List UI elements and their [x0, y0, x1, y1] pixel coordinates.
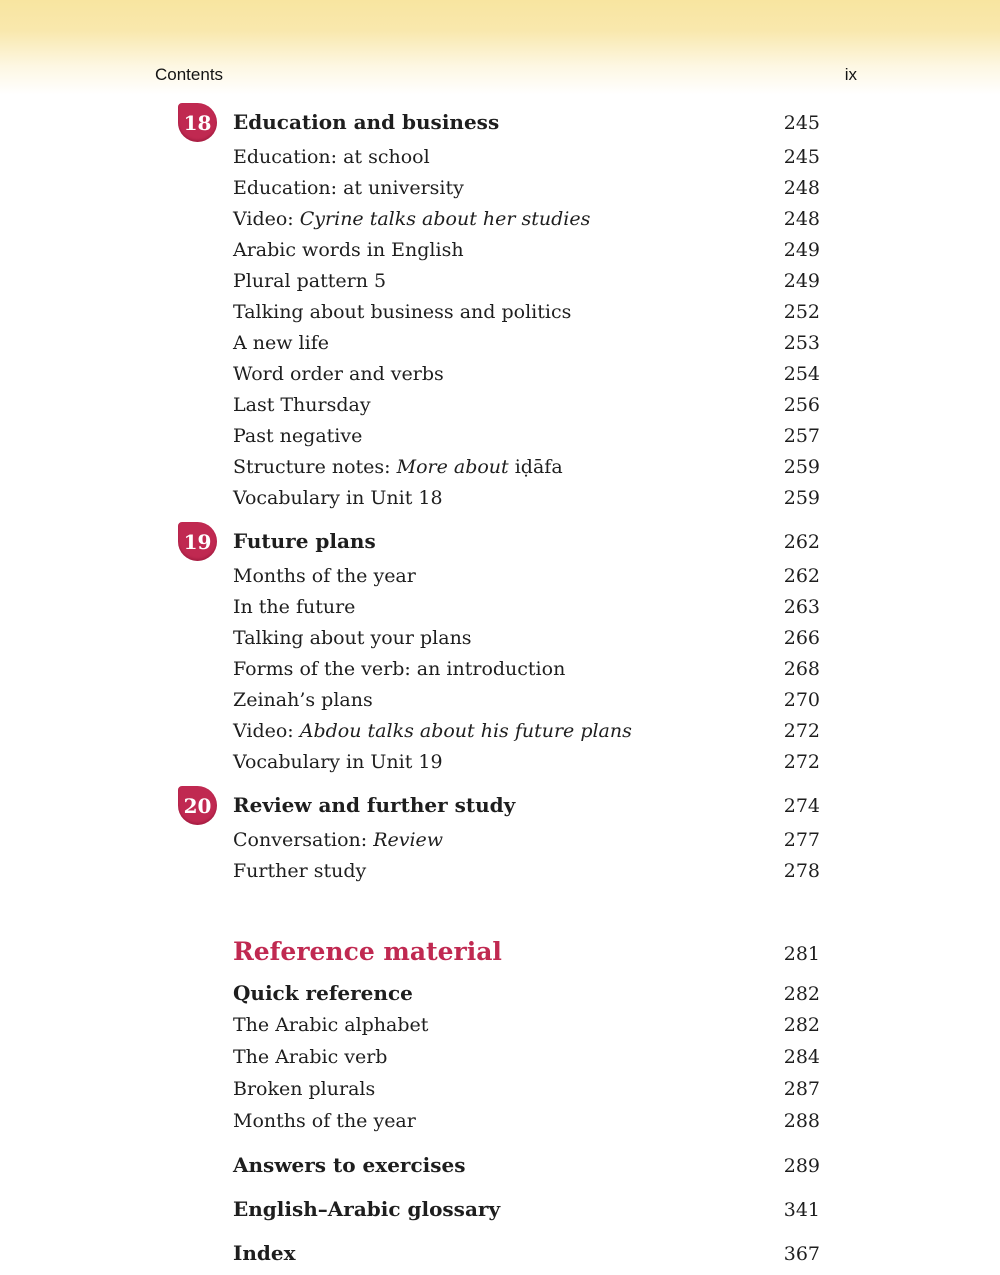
toc-page-number: 262 — [783, 565, 820, 587]
unit-number-badge: 20 — [178, 786, 217, 825]
toc-page-number: 256 — [783, 394, 820, 416]
toc-page-number: 249 — [783, 270, 820, 292]
toc-page-number: 287 — [783, 1078, 820, 1100]
toc-row — [178, 561, 820, 592]
toc-row — [178, 1149, 820, 1181]
toc-row — [178, 390, 820, 421]
toc-entry-label: Education: at school — [233, 146, 430, 168]
page-number-roman: ix — [844, 65, 857, 84]
toc-page-number: 284 — [783, 1046, 820, 1068]
toc-row — [178, 1193, 820, 1225]
toc-entry-label: Structure notes: More about iḍāfa — [233, 456, 563, 478]
toc-page-number: 281 — [783, 943, 820, 965]
toc-entry-label: Word order and verbs — [233, 363, 444, 385]
running-header-title: Contents — [155, 65, 224, 84]
toc-section-heading-row — [178, 933, 820, 971]
toc-unit-row — [178, 786, 820, 825]
toc-row — [178, 452, 820, 483]
toc-row — [178, 1073, 820, 1105]
toc-entry-label: Quick reference — [233, 981, 413, 1005]
toc-page-number: 282 — [783, 1014, 820, 1036]
toc-entry-label: A new life — [233, 332, 329, 354]
toc-entry-label: Index — [233, 1241, 296, 1265]
toc-row — [178, 592, 820, 623]
toc-row — [178, 328, 820, 359]
toc-row — [178, 825, 820, 856]
toc-entry-label: Arabic words in English — [233, 239, 464, 261]
toc-unit-row — [178, 103, 820, 142]
toc-row — [178, 421, 820, 452]
toc-page-number: 341 — [783, 1199, 820, 1221]
toc-row — [178, 235, 820, 266]
toc-entry-label: Vocabulary in Unit 19 — [233, 751, 443, 773]
toc-page-number: 245 — [783, 112, 820, 134]
toc-row — [178, 1041, 820, 1073]
toc-entry-label: Education and business — [233, 110, 500, 134]
toc-page-number: 282 — [783, 983, 820, 1005]
toc-entry-label: The Arabic verb — [233, 1046, 388, 1068]
toc-page-number: 274 — [783, 795, 820, 817]
toc-row — [178, 747, 820, 778]
toc-entry-label: Last Thursday — [233, 394, 371, 416]
toc-page-number: 272 — [783, 720, 820, 742]
toc-row — [178, 623, 820, 654]
page-header — [0, 0, 1000, 95]
toc-entry-label: Reference material — [233, 937, 502, 966]
toc-entry-label: Further study — [233, 860, 367, 882]
toc-entry-label: Video: Cyrine talks about her studies — [233, 208, 591, 230]
toc-entry-label: English–Arabic glossary — [233, 1197, 501, 1221]
toc-row — [178, 297, 820, 328]
toc-page-number: 259 — [783, 487, 820, 509]
toc-row — [178, 685, 820, 716]
toc-page-number: 278 — [783, 860, 820, 882]
unit-number-badge: 18 — [178, 103, 217, 142]
toc-entry-label: In the future — [233, 596, 356, 618]
toc-row — [178, 977, 820, 1009]
toc-page-number: 268 — [783, 658, 820, 680]
toc-page-number: 253 — [783, 332, 820, 354]
unit-number-badge: 19 — [178, 522, 217, 561]
toc-entry-label: Months of the year — [233, 1110, 416, 1132]
toc-page-number: 257 — [783, 425, 820, 447]
toc-entry-label: Months of the year — [233, 565, 416, 587]
toc-row — [178, 1237, 820, 1269]
toc-entry-label: Talking about business and politics — [233, 301, 572, 323]
toc-entry-label: Past negative — [233, 425, 363, 447]
toc-entry-label: Conversation: Review — [233, 829, 444, 851]
toc-entry-label: Forms of the verb: an introduction — [233, 658, 566, 680]
toc-entry-label: The Arabic alphabet — [233, 1014, 429, 1036]
toc-row — [178, 204, 820, 235]
toc-entry-label: Future plans — [233, 529, 376, 553]
toc-row — [178, 856, 820, 887]
toc-page-number: 270 — [783, 689, 820, 711]
toc-row — [178, 359, 820, 390]
toc-row — [178, 654, 820, 685]
toc-entry-label: Broken plurals — [233, 1078, 376, 1100]
toc-row — [178, 1105, 820, 1137]
toc-entry-label: Video: Abdou talks about his future plans — [233, 720, 632, 742]
toc-unit-row — [178, 522, 820, 561]
toc-page-number: 272 — [783, 751, 820, 773]
toc-entry-label: Review and further study — [233, 793, 516, 817]
toc-row — [178, 173, 820, 204]
toc-page-number: 277 — [783, 829, 820, 851]
toc-page-number: 289 — [783, 1155, 820, 1177]
toc-page-number: 262 — [783, 531, 820, 553]
toc-page-number: 248 — [783, 177, 820, 199]
toc-row — [178, 483, 820, 514]
toc-row — [178, 142, 820, 173]
toc-entry-label: Talking about your plans — [233, 627, 472, 649]
toc-entry-label: Plural pattern 5 — [233, 270, 387, 292]
toc-page-number: 254 — [783, 363, 820, 385]
toc-row — [178, 266, 820, 297]
toc-row — [178, 716, 820, 747]
toc-entry-label: Education: at university — [233, 177, 464, 199]
toc-page-number: 252 — [783, 301, 820, 323]
toc-entry-label: Answers to exercises — [233, 1153, 466, 1177]
toc-entry-label: Vocabulary in Unit 18 — [233, 487, 443, 509]
toc-row — [178, 1009, 820, 1041]
toc-page-number: 248 — [783, 208, 820, 230]
toc-page-number: 249 — [783, 239, 820, 261]
toc-page-number: 367 — [783, 1243, 820, 1265]
toc-page-number: 259 — [783, 456, 820, 478]
toc-page-number: 263 — [783, 596, 820, 618]
toc-list — [178, 103, 820, 1269]
toc-page-number: 288 — [783, 1110, 820, 1132]
toc-page-number: 245 — [783, 146, 820, 168]
toc-page-number: 266 — [783, 627, 820, 649]
toc-entry-label: Zeinah’s plans — [233, 689, 373, 711]
